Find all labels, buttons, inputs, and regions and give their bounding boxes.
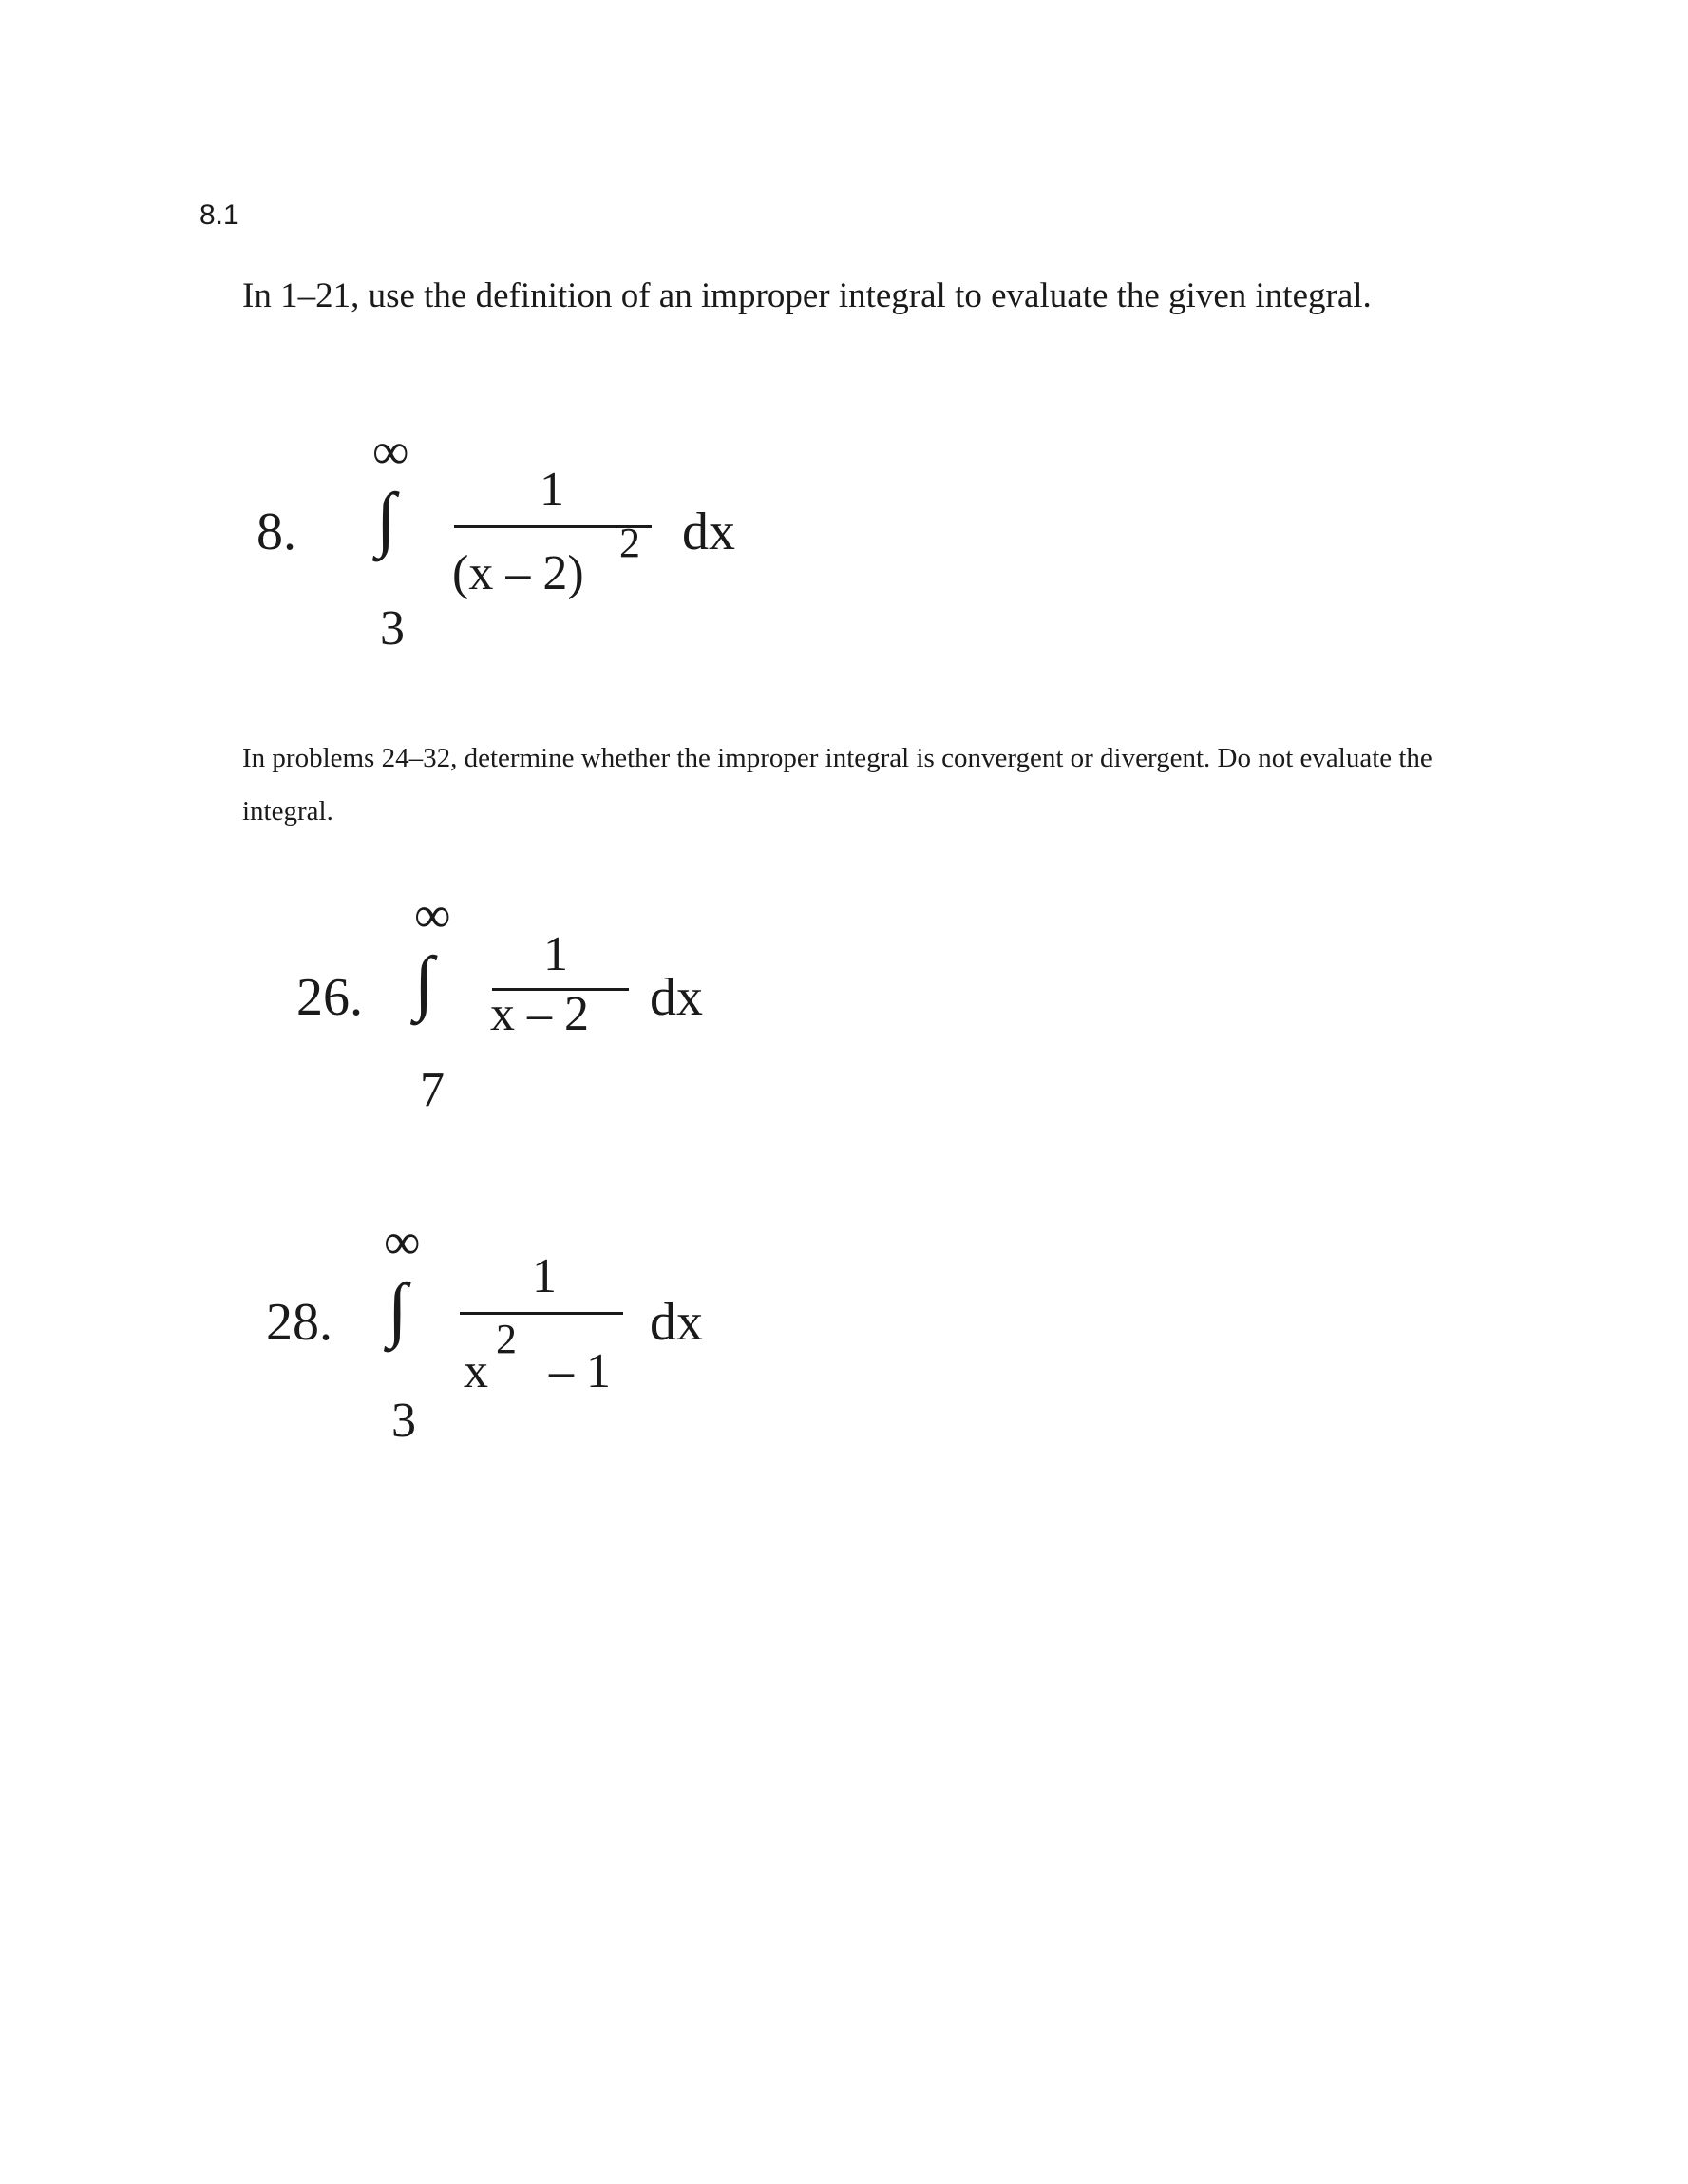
integral-sign: ∫	[376, 479, 396, 559]
denominator-base: x	[464, 1344, 488, 1398]
integral-sign: ∫	[414, 942, 434, 1022]
lower-limit: 7	[420, 1063, 445, 1117]
fraction-bar	[460, 1312, 623, 1315]
differential: dx	[650, 968, 703, 1027]
denominator: (x – 2)	[452, 546, 584, 600]
upper-limit-infinity: ∞	[372, 423, 409, 480]
problem-number: 26.	[296, 968, 363, 1027]
numerator: 1	[532, 1249, 557, 1303]
upper-limit-infinity: ∞	[414, 886, 451, 943]
differential: dx	[682, 503, 735, 561]
integral-sign: ∫	[388, 1269, 408, 1349]
numerator: 1	[540, 463, 564, 517]
instruction-convergence: In problems 24–32, determine whether the improper integral is convergent or divergent. Do not evaluate the integral.	[242, 743, 1432, 826]
exponent: 2	[496, 1316, 517, 1362]
lower-limit: 3	[391, 1394, 416, 1448]
instruction-evaluate: In 1–21, use the definition of an improper integral to evaluate the given integral.	[242, 276, 1372, 315]
lower-limit: 3	[380, 601, 405, 655]
upper-limit-infinity: ∞	[384, 1213, 421, 1270]
problem-number: 8.	[256, 503, 296, 561]
denominator: x – 2	[490, 987, 589, 1041]
numerator: 1	[543, 927, 568, 981]
exponent: 2	[619, 520, 640, 566]
section-number: 8.1	[199, 199, 239, 231]
denominator-rest: – 1	[549, 1344, 611, 1398]
problem-number: 28.	[266, 1293, 332, 1352]
differential: dx	[650, 1293, 703, 1352]
